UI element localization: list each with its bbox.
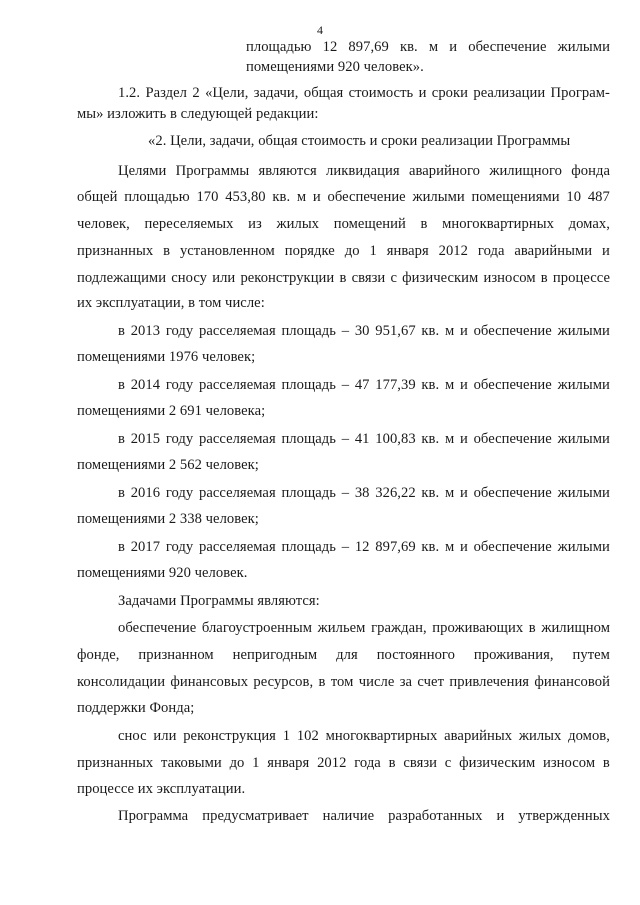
word: проживающих <box>432 620 524 636</box>
word: жилыми <box>557 431 610 447</box>
text-line: помещениями 2 691 человека; <box>77 403 266 419</box>
word: обеспечение <box>473 431 552 447</box>
word: 897,69 <box>348 39 389 55</box>
word: и <box>312 189 321 205</box>
word: и <box>602 243 610 259</box>
word: площадь <box>281 485 336 501</box>
text-line <box>118 538 610 556</box>
word: привлечения <box>449 674 530 690</box>
word: общая <box>303 85 344 101</box>
word: в <box>118 539 125 555</box>
word: жилыми <box>557 377 610 393</box>
word: – <box>341 539 350 555</box>
word: в <box>528 620 536 636</box>
word: жилищного <box>489 163 563 179</box>
word: являются <box>258 163 317 179</box>
text-line <box>77 188 610 206</box>
word: 2 <box>192 85 200 101</box>
word: в <box>318 674 326 690</box>
word: кв. <box>272 189 291 205</box>
word: жилых <box>518 728 562 744</box>
text-line: их эксплуатации, в том числе: <box>77 295 265 311</box>
word: жильем <box>317 620 366 636</box>
word: связи <box>351 270 386 286</box>
word: обеспечение <box>473 323 552 339</box>
word: году <box>165 539 194 555</box>
word: – <box>341 323 350 339</box>
word: жилыми <box>557 539 610 555</box>
text-line <box>118 727 610 745</box>
word: м <box>444 323 455 339</box>
word: и <box>459 431 468 447</box>
text-line: Задачами Программы являются: <box>118 593 320 609</box>
word: жилыми <box>557 485 610 501</box>
word: в <box>163 243 171 259</box>
word: жилыми <box>557 323 610 339</box>
text-line <box>77 215 610 233</box>
word: путем <box>572 647 610 663</box>
word: году <box>165 431 194 447</box>
word: за <box>399 674 413 690</box>
word: в <box>388 755 396 771</box>
word: домах, <box>568 216 610 232</box>
text-line <box>77 242 610 260</box>
word: 38 <box>354 485 370 501</box>
word: или <box>153 728 177 744</box>
text-line: помещениями 920 человек». <box>246 59 424 75</box>
word: 10 <box>566 189 582 205</box>
word: 47 <box>354 377 370 393</box>
word: кв. <box>399 39 418 55</box>
word: связи <box>403 755 438 771</box>
word: постоянного <box>376 647 455 663</box>
word: 1 <box>369 243 377 259</box>
text-line <box>118 84 610 102</box>
word: в <box>118 431 125 447</box>
word: площадью <box>246 39 312 55</box>
word: аварийного <box>408 163 481 179</box>
word: м <box>296 189 307 205</box>
word: обеспечение <box>468 39 547 55</box>
text-line: помещениями 1976 человек; <box>77 349 256 365</box>
word: числе <box>358 674 395 690</box>
word: 100,83 <box>375 431 416 447</box>
word: кв. <box>421 323 440 339</box>
word: площадью <box>124 189 190 205</box>
word: до <box>229 755 245 771</box>
word: в <box>118 485 125 501</box>
word: признанных <box>77 243 154 259</box>
word: износом <box>543 755 596 771</box>
word: 30 <box>354 323 370 339</box>
word: финансовой <box>534 674 610 690</box>
text-line: мы» изложить в следующей редакции: <box>77 106 319 122</box>
word: 2013 <box>130 323 161 339</box>
word: фонде, <box>77 647 120 663</box>
word: утвержденных <box>518 808 610 824</box>
word: и <box>459 539 468 555</box>
word: фонда <box>571 163 610 179</box>
word: признанных <box>77 755 154 771</box>
word: расселяемая <box>198 539 276 555</box>
word: 170 <box>196 189 219 205</box>
word: признанном <box>138 647 214 663</box>
word: 12 <box>322 39 338 55</box>
word: 12 <box>354 539 370 555</box>
text-line <box>118 376 610 394</box>
word: аварийных <box>444 728 513 744</box>
word: 2012 <box>438 243 468 259</box>
word: – <box>341 431 350 447</box>
text-line <box>77 673 610 691</box>
word: предусматривает <box>202 808 309 824</box>
word: граждан, <box>371 620 427 636</box>
word: помещений <box>333 216 406 232</box>
word: обеспечение <box>327 189 406 205</box>
word: стоимость <box>348 85 414 101</box>
word: износом <box>483 270 536 286</box>
word: площадь <box>281 323 336 339</box>
word: реализации <box>473 85 546 101</box>
word: помещениями <box>471 189 560 205</box>
word: Программы <box>175 163 250 179</box>
word: году <box>165 323 194 339</box>
word: обеспечение <box>473 377 552 393</box>
word: проживания, <box>473 647 554 663</box>
text-line <box>77 646 610 664</box>
word: 2017 <box>130 539 161 555</box>
word: м <box>444 539 455 555</box>
word: – <box>341 377 350 393</box>
word: Целями <box>118 163 167 179</box>
page-number: 4 <box>317 23 323 37</box>
word: домов, <box>568 728 610 744</box>
text-line: помещениями 2 338 человек; <box>77 511 259 527</box>
word: с <box>390 270 397 286</box>
word: задачи, <box>253 85 299 101</box>
text-line <box>77 754 610 772</box>
word: установленном <box>179 243 275 259</box>
word: 1 <box>282 728 291 744</box>
word: расселяемая <box>198 485 276 501</box>
word: 2015 <box>130 431 161 447</box>
word: расселяемая <box>198 323 276 339</box>
word: реконструкции <box>240 270 335 286</box>
word: разработанных <box>388 808 483 824</box>
word: Программа <box>118 808 189 824</box>
word: ликвидация <box>326 163 400 179</box>
word: кв. <box>421 431 440 447</box>
word: финансовых <box>170 674 249 690</box>
word: непригодным <box>232 647 318 663</box>
word: физическим <box>459 755 536 771</box>
word: м <box>444 485 455 501</box>
word: и <box>449 39 458 55</box>
text-line <box>246 38 610 56</box>
text-line <box>118 322 610 340</box>
word: году <box>165 377 194 393</box>
word: порядке <box>284 243 335 259</box>
word: площадь <box>281 431 336 447</box>
word: году <box>165 485 194 501</box>
text-line: процессе их эксплуатации. <box>77 781 246 797</box>
word: обеспечение <box>473 539 552 555</box>
word: процессе <box>552 270 610 286</box>
word: человек, <box>77 216 130 232</box>
word: переселяемых <box>144 216 234 232</box>
word: площадь <box>281 377 336 393</box>
word: том <box>330 674 354 690</box>
word: снос <box>118 728 147 744</box>
word: консолидации <box>77 674 166 690</box>
text-line: помещениями 2 562 человек; <box>77 457 259 473</box>
text-line <box>118 807 610 825</box>
text-line <box>118 484 610 502</box>
word: Раздел <box>145 85 188 101</box>
word: 2014 <box>130 377 161 393</box>
word: общей <box>77 189 118 205</box>
word: 1 <box>252 755 260 771</box>
word: 326,22 <box>375 485 416 501</box>
text-line: поддержки Фонда; <box>77 700 195 716</box>
text-line: помещениями 920 человек. <box>77 565 248 581</box>
word: и <box>418 85 427 101</box>
word: в <box>602 755 610 771</box>
word: года <box>354 755 381 771</box>
word: «Цели, <box>205 85 249 101</box>
word: площадь <box>281 539 336 555</box>
word: и <box>496 808 505 824</box>
text-line <box>118 162 610 180</box>
word: ресурсов, <box>253 674 314 690</box>
word: кв. <box>421 539 440 555</box>
word: м <box>444 431 455 447</box>
word: года <box>477 243 505 259</box>
word: кв. <box>421 485 440 501</box>
word: для <box>336 647 358 663</box>
word: обеспечение <box>118 620 197 636</box>
word: в <box>118 323 125 339</box>
word: 102 <box>296 728 319 744</box>
word: м <box>428 39 439 55</box>
word: в <box>540 270 548 286</box>
word: сносу <box>171 270 208 286</box>
word: января <box>386 243 429 259</box>
word: до <box>344 243 360 259</box>
word: 453,80 <box>225 189 266 205</box>
word: м <box>444 377 455 393</box>
word: или <box>212 270 236 286</box>
word: многоквартирных <box>442 216 554 232</box>
word: 177,39 <box>375 377 416 393</box>
word: жилищном <box>541 620 610 636</box>
word: 1.2. <box>118 85 141 101</box>
word: многоквартирных <box>325 728 438 744</box>
word: и <box>459 323 468 339</box>
word: наличие <box>322 808 375 824</box>
text-line <box>77 269 610 287</box>
word: 2012 <box>317 755 347 771</box>
word: жилыми <box>412 189 465 205</box>
section-heading: «2. Цели, задачи, общая стоимость и сроки реализации Программы <box>148 133 571 149</box>
text-line <box>118 619 610 637</box>
word: и <box>459 377 468 393</box>
word: с <box>444 755 452 771</box>
word: таковыми <box>160 755 222 771</box>
word: расселяемая <box>198 431 276 447</box>
word: 487 <box>587 189 610 205</box>
word: в <box>118 377 125 393</box>
word: расселяемая <box>198 377 276 393</box>
word: 2016 <box>130 485 161 501</box>
word: физическим <box>402 270 479 286</box>
word: 41 <box>354 431 370 447</box>
word: обеспечение <box>473 485 552 501</box>
word: – <box>341 485 350 501</box>
text-line <box>118 430 610 448</box>
word: в <box>420 216 428 232</box>
word: жилых <box>276 216 320 232</box>
word: Програм- <box>550 85 610 101</box>
word: января <box>267 755 310 771</box>
word: из <box>248 216 262 232</box>
word: 897,69 <box>375 539 416 555</box>
word: 951,67 <box>375 323 416 339</box>
word: счет <box>417 674 445 690</box>
word: подлежащими <box>77 270 167 286</box>
word: аварийными <box>514 243 593 259</box>
word: жилыми <box>557 39 610 55</box>
word: и <box>459 485 468 501</box>
word: сроки <box>431 85 469 101</box>
word: кв. <box>421 377 440 393</box>
word: благоустроенным <box>201 620 313 636</box>
word: реконструкция <box>183 728 276 744</box>
word: в <box>339 270 347 286</box>
